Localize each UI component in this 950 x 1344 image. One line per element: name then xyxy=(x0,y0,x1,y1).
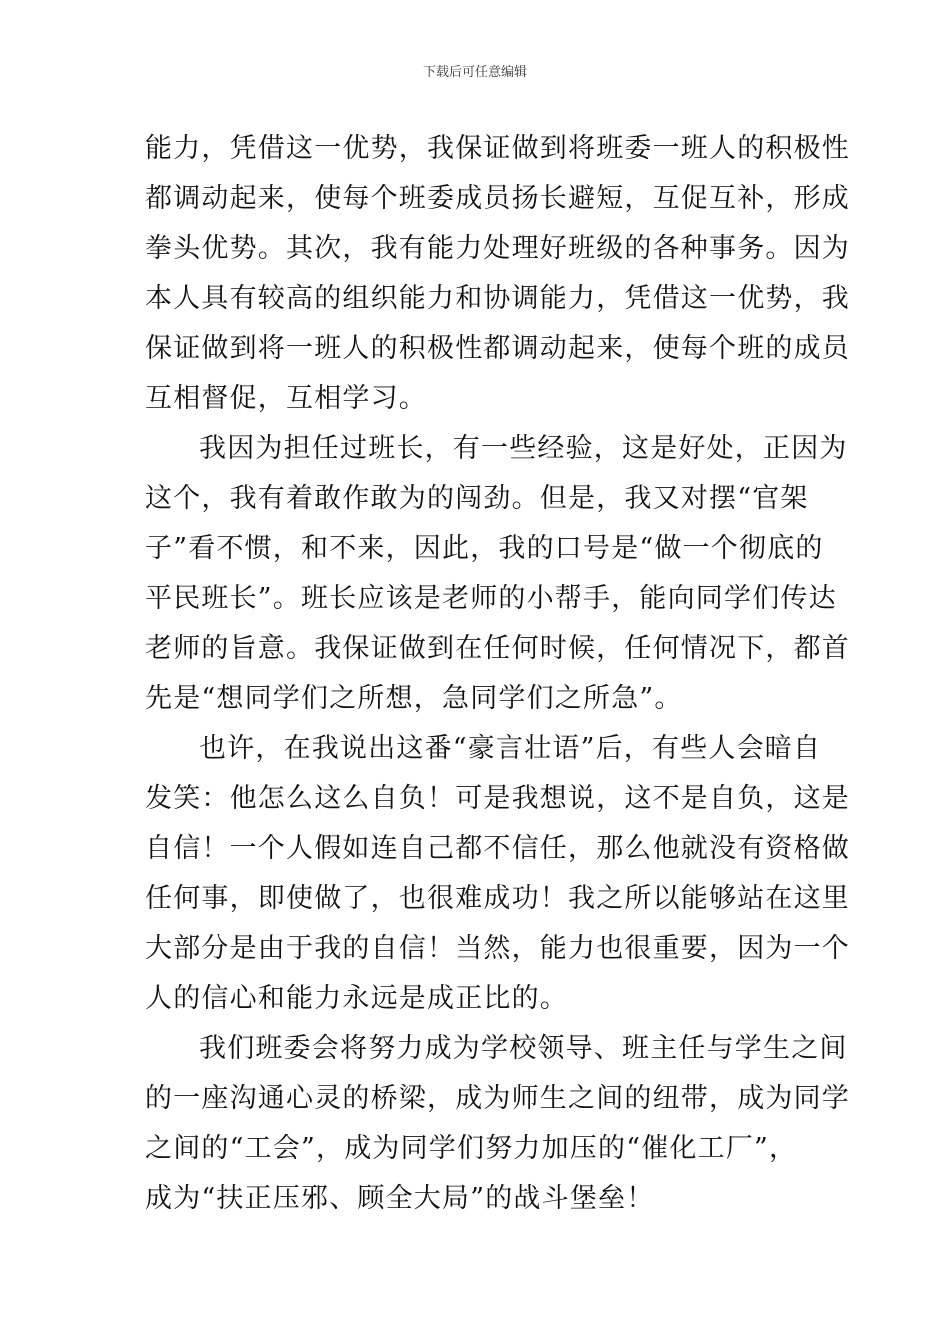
text-line: 本人具有较高的组织能力和协调能力，凭借这一优势，我 xyxy=(145,283,850,314)
document-body xyxy=(145,124,850,1224)
text-line: 能力，凭借这一优势，我保证做到将班委一班人的积极性 xyxy=(145,133,850,164)
text-line: 发笑：他怎么这么自负！可是我想说，这不是自负，这是 xyxy=(145,783,850,814)
text-line: 我们班委会将努力成为学校领导、班主任与学生之间 xyxy=(199,1033,848,1064)
text-line: 这个，我有着敢作敢为的闯劲。但是，我又对摆“官架 xyxy=(145,483,809,514)
text-line: 老师的旨意。我保证做到在任何时候，任何情况下，都首 xyxy=(145,633,850,664)
paragraph-3 xyxy=(145,724,850,1024)
text-line: 平民班长”。班长应该是老师的小帮手，能向同学们传达 xyxy=(145,583,837,614)
text-line: 任何事，即使做了，也很难成功！我之所以能够站在这里 xyxy=(145,883,850,914)
text-line: 自信！一个人假如连自己都不信任，那么他就没有资格做 xyxy=(145,833,850,864)
text-line: 大部分是由于我的自信！当然，能力也很重要，因为一个 xyxy=(145,933,850,964)
text-line: 拳头优势。其次，我有能力处理好班级的各种事务。因为 xyxy=(145,233,850,264)
text-line: 子”看不惯，和不来，因此，我的口号是“做一个彻底的 xyxy=(145,533,824,564)
text-line: 都调动起来，使每个班委成员扬长避短，互促互补，形成 xyxy=(145,183,850,214)
text-line: 先是“想同学们之所想，急同学们之所急”。 xyxy=(145,683,683,714)
paragraph-4 xyxy=(145,1024,850,1224)
text-line: 保证做到将一班人的积极性都调动起来，使每个班的成员 xyxy=(145,333,850,364)
text-line: 我因为担任过班长，有一些经验，这是好处，正因为 xyxy=(199,433,848,464)
text-line: 人的信心和能力永远是成正比的。 xyxy=(145,983,568,1014)
text-line: 成为“扶正压邪、顾全大局”的战斗堡垒！ xyxy=(145,1183,655,1214)
text-line: 之间的“工会”，成为同学们努力加压的“催化工厂”， xyxy=(145,1133,798,1164)
paragraph-2 xyxy=(145,424,850,724)
text-line: 的一座沟通心灵的桥梁，成为师生之间的纽带，成为同学 xyxy=(145,1083,850,1114)
text-line: 也许，在我说出这番“豪言壮语”后，有些人会暗自 xyxy=(199,733,822,764)
paragraph-1 xyxy=(145,124,850,424)
text-line: 互相督促，互相学习。 xyxy=(145,383,427,414)
page-header-note: 下载后可任意编辑 xyxy=(422,65,527,80)
